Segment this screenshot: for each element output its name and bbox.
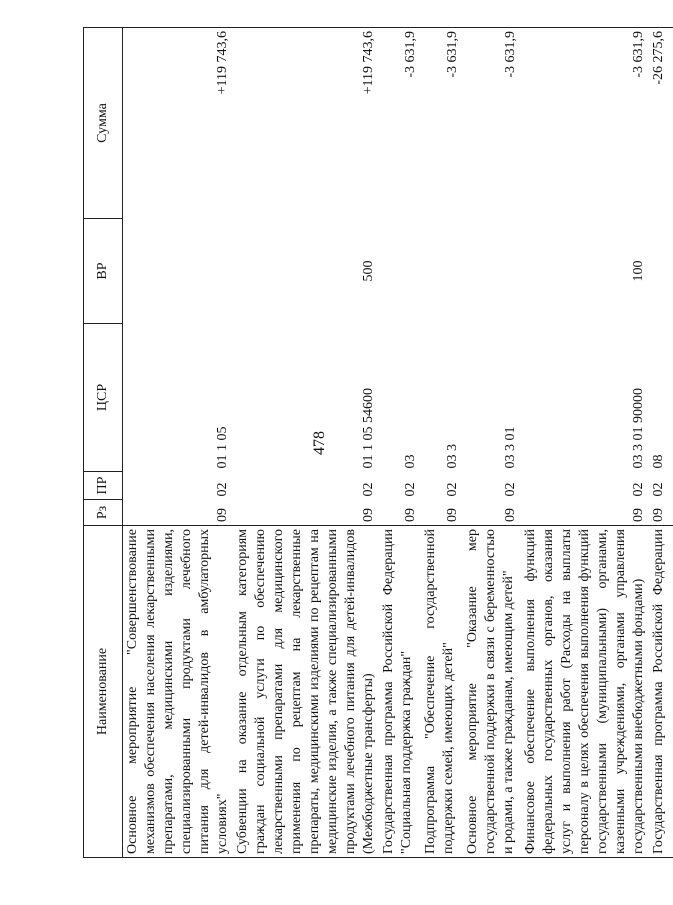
row-csr: 03 — [403, 454, 418, 469]
row-vr: 500 — [361, 260, 376, 282]
row-name: Подпрограмма "Обеспечение государственной поддержки семей, имеющих детей" — [421, 526, 463, 858]
row-vr — [123, 219, 234, 324]
row-sum: -3 631,9 — [463, 28, 521, 219]
row-pr: 02 — [631, 482, 646, 497]
row-vr: 100 — [631, 260, 646, 282]
header-rz: Рз — [84, 500, 123, 526]
row-name: Государственная программа Российской Федерации — [649, 526, 673, 858]
row-rz: 09 — [403, 508, 418, 522]
row-name: Финансовое обеспечение выполнения функций федеральных государственных органов, оказания услуг и выполнения работ (Расходы на выплаты персоналу в целях обеспечения выполнения функций государственными (муниципальными) органами, казенными учреждениями, органами управления государственными внебюджетными фондами) — [521, 526, 649, 858]
table-row — [123, 28, 234, 858]
row-sum: -3 631,9 — [379, 28, 421, 219]
table-row — [233, 28, 379, 858]
row-rz: 09 — [215, 508, 230, 522]
header-name: Наименование — [84, 526, 123, 858]
row-csr: 01 1 05 54600 — [361, 388, 376, 469]
table-header — [84, 28, 123, 858]
table-body — [123, 28, 673, 858]
row-pr: 02 — [361, 482, 376, 497]
row-name: Основное мероприятие "Оказание мер государственной поддержки в связи с беременностью и родами, а также гражданам, имеющим детей" — [463, 526, 521, 858]
row-name: Основное мероприятие "Совершенствование механизмов обеспечения населения лекарственными препаратами, медицинскими изделиями, специализированными продуктами лечебного питания для детей-инвалидов в амбулаторных условиях" — [123, 526, 234, 858]
row-rz: 09 — [445, 508, 460, 522]
header-sum: Сумма — [84, 28, 123, 219]
row-vr — [463, 219, 521, 324]
page-number: 478 — [311, 431, 328, 455]
row-pr: 02 — [651, 482, 666, 497]
row-pr: 02 — [445, 482, 460, 497]
row-pr: 02 — [503, 482, 518, 497]
row-rz: 09 — [503, 508, 518, 522]
row-csr: 08 — [651, 454, 666, 469]
table-row — [521, 28, 649, 858]
table-row — [463, 28, 521, 858]
row-rz: 09 — [651, 508, 666, 522]
budget-table-container — [83, 28, 666, 858]
row-name: Субвенции на оказание отдельным категориям граждан социальной услуги по обеспечению лекарственными препаратами для медицинского применения по рецептам на лекарственные препараты, медицинскими изделиями по рецептам на медицинские изделия, а также специализированными продуктами лечебного питания для детей-инвалидов (Межбюджетные трансферты) — [233, 526, 379, 858]
budget-table — [83, 27, 673, 858]
row-csr: 03 3 01 — [503, 426, 518, 469]
row-csr: 03 3 01 90000 — [631, 388, 646, 469]
table-row — [649, 28, 673, 858]
row-vr — [379, 219, 421, 324]
row-sum: +119 743,6 — [123, 28, 234, 219]
row-vr — [649, 219, 673, 324]
row-csr: 01 1 05 — [215, 426, 230, 469]
header-csr: ЦСР — [84, 324, 123, 472]
row-name: Государственная программа Российской Федерации "Социальная поддержка граждан" — [379, 526, 421, 858]
row-rz: 09 — [361, 508, 376, 522]
row-sum: -26 275,6 — [649, 28, 673, 219]
row-rz: 09 — [631, 508, 646, 522]
row-vr — [421, 219, 463, 324]
header-pr: ПР — [84, 472, 123, 500]
table-row — [379, 28, 421, 858]
row-csr: 03 3 — [445, 444, 460, 469]
header-vr: ВР — [84, 219, 123, 324]
row-sum: -3 631,9 — [521, 28, 649, 219]
row-sum: +119 743,6 — [233, 28, 379, 219]
row-pr: 02 — [403, 482, 418, 497]
table-row — [421, 28, 463, 858]
row-sum: -3 631,9 — [421, 28, 463, 219]
row-pr: 02 — [215, 482, 230, 497]
